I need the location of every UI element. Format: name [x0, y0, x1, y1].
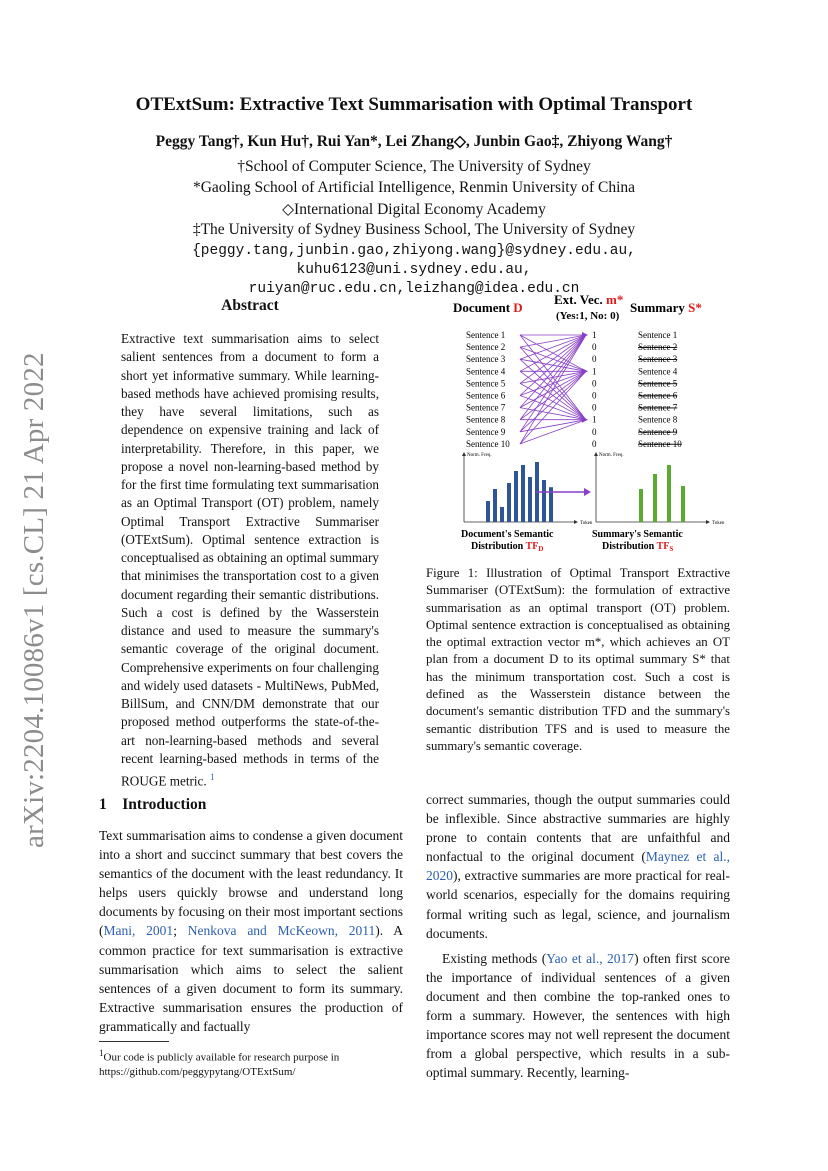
affiliation: †School of Computer Science, The University of Sydney: [237, 158, 591, 175]
intro-text: ;: [173, 923, 188, 939]
hist-bar: [507, 483, 511, 522]
body-text: Existing methods (: [442, 950, 547, 966]
hist-bar: [653, 474, 657, 522]
ot-link: [520, 335, 586, 396]
body-text: correct summaries, though the output summaries could be inflexible. Since abstractive summaries are highly prone to contain contents that are unfaithful and nonfactual to the original document (: [426, 792, 730, 865]
ot-link: [520, 371, 586, 432]
ot-link-head: [582, 368, 588, 374]
vector-value: 0: [592, 342, 597, 353]
summary-sentence: Sentence 3: [638, 354, 678, 365]
email-line: ruiyan@ruc.edu.cn,leizhang@idea.edu.cn: [248, 281, 580, 297]
doc-sentence: Sentence 1: [466, 330, 506, 340]
footnote-mark: 1: [99, 1048, 104, 1058]
y-axis-head: [462, 452, 466, 456]
footnote-rule: [99, 1041, 169, 1042]
vec-sub-label: (Yes:1, No: 0): [556, 310, 620, 322]
affiliation: ‡The University of Sydney Business School, The University of Sydney: [192, 221, 636, 238]
citation-link[interactable]: Maynez et al., 2020: [426, 849, 730, 884]
doc-distribution-chart: [462, 452, 593, 526]
citation-link[interactable]: Nenkova and McKeown, 2011: [187, 923, 376, 939]
abstract-body: [121, 330, 379, 791]
ot-link: [520, 420, 586, 444]
right-paragraph: [426, 949, 730, 1083]
section-heading: [99, 796, 206, 814]
vec-label: Ext. Vec. m*: [554, 292, 624, 307]
summary-distribution-chart: [594, 452, 725, 526]
hist-bar: [528, 477, 532, 522]
summary-sentence: Sentence 7: [638, 402, 678, 413]
hist-bar: [542, 480, 546, 522]
ot-link: [520, 335, 586, 347]
vector-value: 0: [592, 390, 597, 401]
vector-value: 0: [592, 438, 597, 449]
hist-bar: [493, 489, 497, 522]
doc-sentence: Sentence 2: [466, 342, 506, 353]
y-axis-head: [594, 452, 598, 456]
y-axis-label: Norm. Freq.: [599, 453, 624, 458]
section-title: Introduction: [122, 796, 207, 813]
vector-value: 0: [592, 354, 597, 365]
vector-value: 0: [592, 426, 597, 437]
doc-sentence: Sentence 5: [466, 378, 506, 389]
author-list: Peggy Tang†, Kun Hu†, Rui Yan*, Lei Zhang◇, Junbin Gao‡, Zhiyong Wang†: [155, 133, 673, 150]
body-text: ) often first score the importance of individual sentences of a given document and then combine the top-ranked ones to form a summary. However, the sentences with high importance scores may not well represent the document from a global perspective, which results in a sub-optimal summary. Recently, learning-: [426, 950, 730, 1081]
dist-arrow-head: [584, 488, 591, 496]
doc-sentence: Sentence 10: [466, 438, 510, 449]
x-axis-head: [574, 520, 578, 524]
affiliation: *Gaoling School of Artificial Intelligence, Renmin University of China: [192, 179, 636, 196]
intro-paragraph: [99, 826, 403, 1036]
x-axis-head: [706, 520, 710, 524]
doc-dist-label: Document's Semantic: [461, 529, 554, 540]
summary-sentence: Sentence 2: [638, 342, 678, 353]
hist-bar: [486, 501, 490, 522]
paper-title: OTExtSum: Extractive Text Summarisation with Optimal Transport: [135, 94, 693, 115]
footnote-ref[interactable]: 1: [210, 772, 215, 782]
email-line: {peggy.tang,junbin.gao,zhiyong.wang}@sydney.edu.au,: [192, 243, 636, 259]
ot-link: [520, 420, 586, 432]
intro-text: ). A common practice for text summarisation is extractive summarisation which aims to select the salient sentences of a given document to form its summary. Extractive summarisation ensures the production of grammatically and factually: [99, 923, 403, 1034]
y-axis-label: Norm. Freq.: [467, 453, 492, 458]
summary-label: Summary S*: [630, 300, 702, 315]
ot-link: [520, 335, 586, 444]
sum-dist-label: Summary's Semantic: [592, 529, 683, 540]
summary-sentence: Sentence 1: [638, 330, 678, 340]
hist-bar: [514, 471, 518, 522]
hist-bar: [500, 507, 504, 522]
vector-value: 0: [592, 378, 597, 389]
section-number: 1: [99, 796, 107, 813]
right-column-text: [426, 790, 730, 1082]
body-text: ), extractive summaries are more practical for real-world scenarios, especially for the domains requiring formal writing such as legal, science, and journalism documents.: [426, 868, 730, 941]
summary-sentence-list: [638, 330, 682, 449]
hist-bar: [681, 486, 685, 522]
summary-sentence: Sentence 5: [638, 378, 678, 389]
vector-value: 0: [592, 402, 597, 413]
ot-link-head: [582, 417, 588, 423]
doc-sentence: Sentence 7: [466, 402, 506, 413]
doc-sentence-list: [466, 330, 510, 449]
abstract-heading: Abstract: [221, 297, 279, 314]
x-axis-label: Token: [580, 521, 593, 526]
right-paragraph: [426, 790, 730, 943]
arxiv-stamp: arXiv:2204.10086v1 [cs.CL] 21 Apr 2022: [18, 352, 50, 848]
vector-value: 1: [592, 366, 597, 377]
hist-bar: [639, 489, 643, 522]
extraction-vector: [592, 330, 597, 449]
vector-value: 1: [592, 414, 597, 425]
summary-sentence: Sentence 9: [638, 426, 678, 437]
sum-dist-label2: Distribution $TF_S$: [602, 541, 674, 553]
summary-sentence: Sentence 8: [638, 414, 678, 425]
ot-link: [520, 335, 586, 432]
summary-sentence: Sentence 4: [638, 366, 678, 377]
doc-sentence: Sentence 8: [466, 414, 506, 425]
doc-sentence: Sentence 4: [466, 366, 506, 377]
ot-link: [520, 335, 586, 383]
hist-bar: [521, 465, 525, 522]
email-line: kuhu6123@uni.sydney.edu.au,: [296, 262, 532, 278]
doc-label: Document D: [453, 300, 523, 315]
ot-plan-links: [520, 332, 588, 444]
doc-dist-label2: Distribution $TF_D$: [471, 541, 544, 553]
summary-sentence: Sentence 6: [638, 390, 678, 401]
citation-link[interactable]: Yao et al., 2017: [546, 950, 635, 966]
figure-caption: Figure 1: Illustration of Optimal Transport Extractive Summariser (OTExtSum): the formulation of extractive summarisation as an optimal transport (OT) problem. Optimal sentence extraction is conceptualised as obtaining the optimal extraction vector m*, which achieves an OT plan from a document D to its optimal summary S* that has the minimum transportation cost. Such a cost is defined as the Wasserstein distance between the document's semantic distribution TFD and the summary's semantic distribution TFS and is used to measure the summary's semantic coverage.: [426, 566, 730, 753]
abstract-text: Extractive text summarisation aims to select salient sentences from a document to form a short yet informative summary. While learning-based methods have achieved promising results, they have several limitations, such as dependence on expensive training and lack of interpretability. Therefore, in this paper, we propose a novel non-learning-based method by for the first time formulating text summarisation as an Optimal Transport (OT) problem, namely Optimal Transport Extractive Summariser (OTExtSum). Optimal sentence extraction is conceptualised as obtaining an optimal summary that minimises the transportation cost to a given document regarding their semantic distributions. Such a cost is defined by the Wasserstein distance and used to measure the summary's semantic coverage of the original document. Comprehensive experiments on four challenging and widely used datasets - MultiNews, PubMed, BillSum, and CNN/DM demonstrate that our proposed method outperforms the state-of-the-art non-learning-based methods and several recent learning-based methods in terms of the ROUGE metric.: [121, 331, 379, 789]
figure-ot-illustration: [426, 292, 732, 554]
intro-text: Text summarisation aims to condense a given document into a short and succinct summary that best covers the semantics of the document with the least redundancy. It helps users quickly browse and understand long documents by focusing on their most important sections (: [99, 828, 403, 939]
doc-sentence: Sentence 6: [466, 390, 506, 401]
footnote: [99, 1046, 409, 1080]
doc-sentence: Sentence 9: [466, 426, 506, 437]
doc-sentence: Sentence 3: [466, 354, 506, 365]
citation-link[interactable]: Mani, 2001: [103, 923, 174, 939]
hist-bar: [667, 465, 671, 522]
summary-sentence: Sentence 10: [638, 438, 682, 449]
x-axis-label: Token: [712, 521, 725, 526]
affiliation: ◇International Digital Economy Academy: [282, 201, 546, 218]
vector-value: 1: [592, 330, 597, 340]
footnote-text: Our code is publicly available for research purpose in https://github.com/peggypytang/OTExtSum/: [99, 1051, 340, 1079]
